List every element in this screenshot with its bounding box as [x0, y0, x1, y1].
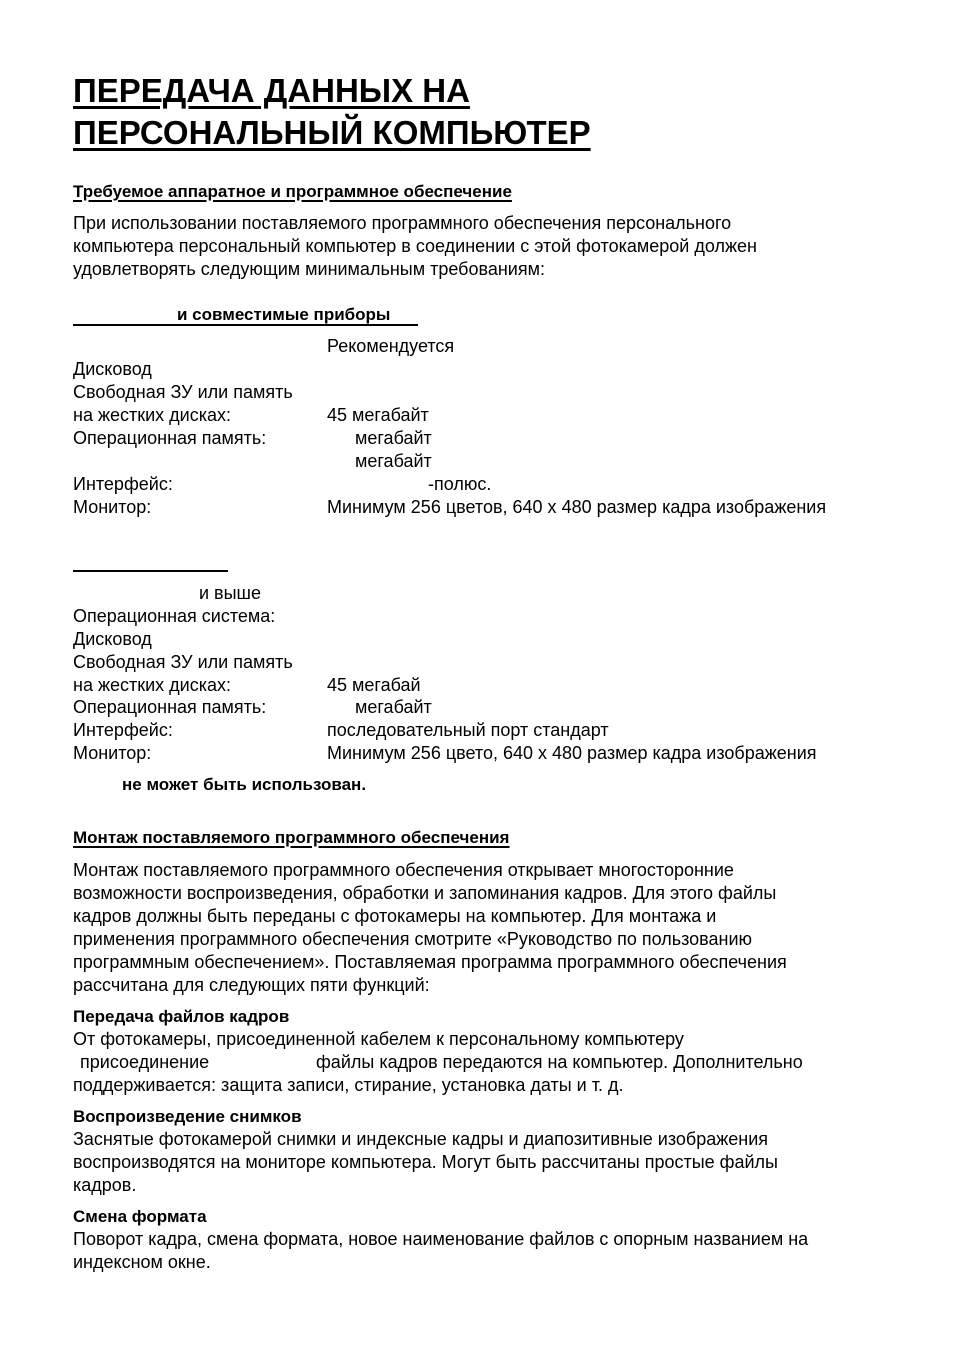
block2-storage-label-2: на жестких дисках: — [73, 675, 232, 695]
block2-interface-label: Интерфейс: — [73, 720, 173, 740]
install-paragraph-line-3: кадров должны быть переданы с фотокамеры на компьютер. Для монтажа и — [73, 906, 717, 926]
block2-storage-label-1: Свободная ЗУ или память — [73, 652, 293, 672]
transfer-line-3: поддерживается: защита записи, стирание, установка даты и т. д. — [73, 1075, 624, 1095]
block1-recommended: Рекомендуется — [327, 336, 455, 356]
block1-storage-label-1: Свободная ЗУ или память — [73, 382, 293, 402]
page-title-line-1: ПЕРЕДАЧА ДАННЫХ НА — [73, 72, 470, 109]
install-paragraph-line-1: Монтаж поставляемого программного обеспечения открывает многосторонние — [73, 860, 734, 880]
block1-drive-label: Дисковод — [73, 359, 152, 379]
block2-monitor-label: Монитор: — [73, 743, 152, 763]
block1-interface-label: Интерфейс: — [73, 474, 173, 494]
block1-storage-label-2: на жестких дисках: — [73, 405, 232, 425]
requirements-heading: Требуемое аппаратное и программное обеспечение — [73, 182, 512, 201]
block2-note: не может быть использован. — [122, 775, 367, 794]
install-paragraph-line-4: применения программного обеспечения смотрите «Руководство по пользованию — [73, 929, 753, 949]
playback-heading: Воспроизведение снимков — [73, 1107, 302, 1126]
block2-monitor-value: Минимум 256 цвето, 640 x 480 размер кадра изображения — [327, 743, 817, 763]
block2-interface-value: последовательный порт стандарт — [327, 720, 609, 740]
block1-ram-label: Операционная память: — [73, 428, 267, 448]
requirements-intro-line-2: компьютера персональный компьютер в соединении с этой фотокамерой должен — [73, 236, 757, 256]
block1-monitor-label: Монитор: — [73, 497, 152, 517]
block1-ram-value-2: мегабайт — [355, 451, 432, 471]
block2-and-above: и выше — [199, 583, 262, 603]
block2-storage-value: 45 мегабай — [327, 675, 421, 695]
transfer-line-2a: присоединение — [80, 1052, 210, 1072]
page-title-line-2: ПЕРСОНАЛЬНЫЙ КОМПЬЮТЕР — [73, 114, 591, 151]
install-paragraph-line-5: программным обеспечением». Поставляемая программа программного обеспечения — [73, 952, 787, 972]
block2-drive-label: Дисковод — [73, 629, 152, 649]
install-paragraph-line-6: рассчитана для следующих пяти функций: — [73, 975, 430, 995]
transfer-heading: Передача файлов кадров — [73, 1007, 290, 1026]
page-title — [73, 70, 591, 154]
requirements-intro-line-1: При использовании поставляемого программного обеспечения персонального — [73, 213, 732, 233]
block1-interface-value: -полюс. — [428, 474, 492, 494]
transfer-line-1: От фотокамеры, присоединенной кабелем к персональному компьютеру — [73, 1029, 684, 1049]
playback-line-3: кадров. — [73, 1175, 137, 1195]
playback-line-1: Заснятые фотокамерой снимки и индексные кадры и диапозитивные изображения — [73, 1129, 769, 1149]
install-heading: Монтаж поставляемого программного обеспечения — [73, 828, 510, 847]
playback-line-2: воспроизводятся на мониторе компьютера. Могут быть рассчитаны простые файлы — [73, 1152, 778, 1172]
block2-ram-label: Операционная память: — [73, 697, 267, 717]
block2-os-label: Операционная система: — [73, 606, 276, 626]
format-line-2: индексном окне. — [73, 1252, 211, 1272]
format-heading: Смена формата — [73, 1207, 207, 1226]
transfer-line-2b: файлы кадров передаются на компьютер. Дополнительно — [316, 1052, 803, 1072]
block1-heading: и совместимые приборы — [177, 305, 391, 324]
block1-monitor-value: Минимум 256 цветов, 640 x 480 размер кадра изображения — [327, 497, 827, 517]
block2-ram-value: мегабайт — [355, 697, 432, 717]
format-line-1: Поворот кадра, смена формата, новое наименование файлов с опорным названием на — [73, 1229, 809, 1249]
block1-storage-value: 45 мегабайт — [327, 405, 429, 425]
install-paragraph-line-2: возможности воспроизведения, обработки и запоминания кадров. Для этого файлы — [73, 883, 777, 903]
requirements-intro-line-3: удовлетворять следующим минимальным требованиям: — [73, 259, 545, 279]
block1-ram-value-1: мегабайт — [355, 428, 432, 448]
block2-heading-underline — [73, 570, 228, 572]
